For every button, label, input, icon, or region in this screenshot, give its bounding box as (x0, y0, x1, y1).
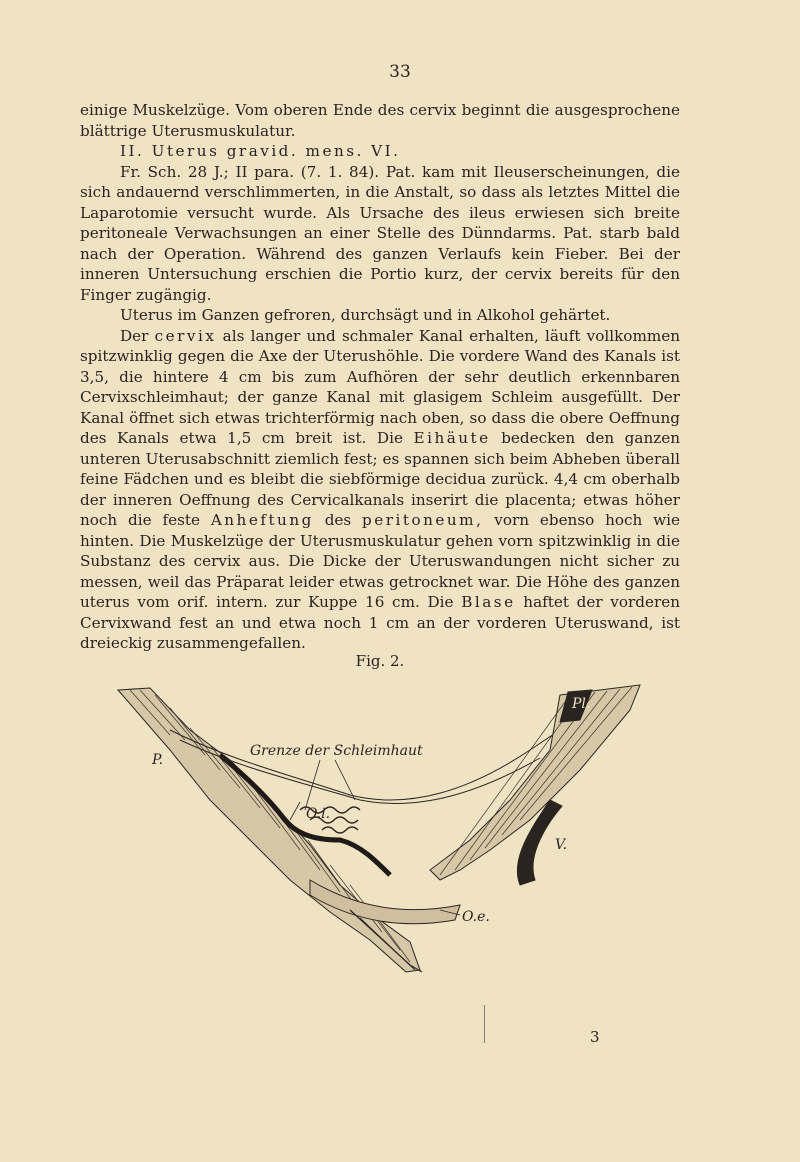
label-v: V. (555, 837, 568, 853)
paragraph-1: einige Muskelzüge. Vom oberen Ende des cervix beginnt die ausgesprochene blättrige Uterusmuskulatur. (80, 101, 680, 140)
figure-caption: Fig. 2. (355, 652, 405, 670)
page-number: 33 (389, 62, 411, 82)
paragraph-4: Uterus im Ganzen gefroren, durchsägt und in Alkohol gehärtet. (120, 306, 611, 324)
label-p: P. (152, 752, 164, 768)
spaced-anheftung: Anheftung (210, 511, 314, 529)
p5-seg-6: haftet der vorderen Cervixwand fest an und etwa noch 1 cm an der vorderen Uteruswand, ist dreieckig zusammengefallen. (80, 593, 681, 652)
section-heading-text: II. Uterus gravid. mens. VI. (120, 142, 401, 160)
paragraph-3: Fr. Sch. 28 J.; II para. (7. 1. 84). Pat. kam mit Ileuserscheinungen, die sich andauernd verschlimmerten, in die Anstalt, so dass als letztes Mittel die Laparotomie versucht wurde. Als Ursache des ileus erwiesen sich breite peritoneale Verwachsungen an einer Stelle des Dünndarms. Pat. starb bald nach der Operation. Während des ganzen Verlaufs kein Fieber. Bei der inneren Untersuchung erschien die Portio kurz, der cervix bereits für den Finger zugängig. (80, 162, 680, 304)
left-wall (118, 688, 420, 972)
signature-mark: 3 (590, 1028, 600, 1046)
p5-seg-2: als langer und schmaler Kanal erhalten, läuft vollkommen spitzwinklig gegen die Axe der Uterushöhle. Die vordere Wand des Kanals ist 3,5, die hintere 4 cm bis zum Aufhören der sehr deutlich erkennbaren Cervixschleimhaut; der ganze Kanal mit glasigem Schleim ausgefüllt. Der Kanal öffnet sich etwas trichterförmig nach oben, so dass die obere Oeffnung des Kanals etwa 1,5 cm breit ist. Die (80, 326, 681, 447)
anatomical-figure (110, 680, 650, 990)
paragraph-5 (80, 326, 680, 654)
p5-seg-3: bedecken den ganzen unteren Uterusabschnitt ziemlich fest; es spannen sich beim Abheben überall feine Fädchen und es bleibt die siebförmige decidua zurück. 4,4 cm oberhalb der inneren Oeffnung des Cervicalkanals inserirt die placenta; etwas höher noch die feste (80, 429, 681, 529)
spaced-blase: Blase (461, 593, 516, 611)
body-text (80, 100, 680, 654)
spaced-eihaute: Eihäute (413, 429, 491, 447)
label-mucosa-border: Grenze der Schleimhaut (250, 743, 423, 759)
p5-seg-1: Der (120, 326, 149, 345)
label-pl: Pl. (572, 696, 591, 712)
section-heading (80, 141, 680, 162)
spaced-cervix: cervix (154, 326, 217, 345)
label-oe: O.e. (462, 909, 490, 925)
p5-seg-5: vorn ebenso hoch wie hinten. Die Muskelzüge der Uterusmuskulatur gehen vorn spitzwinklig in die Substanz des cervix aus. Die Dicke der Uteruswandungen nicht sicher zu messen, weil das Präparat leider etwas getrocknet war. Die Höhe des ganzen uterus vom orif. intern. zur Kuppe 16 cm. Die (80, 511, 681, 611)
label-oi: O.i. (306, 806, 331, 822)
margin-mark (484, 1005, 485, 1043)
p5-seg-4: des (324, 511, 352, 529)
uterus-section-drawing (110, 680, 650, 990)
spaced-peritoneum: peritoneum, (362, 511, 484, 529)
